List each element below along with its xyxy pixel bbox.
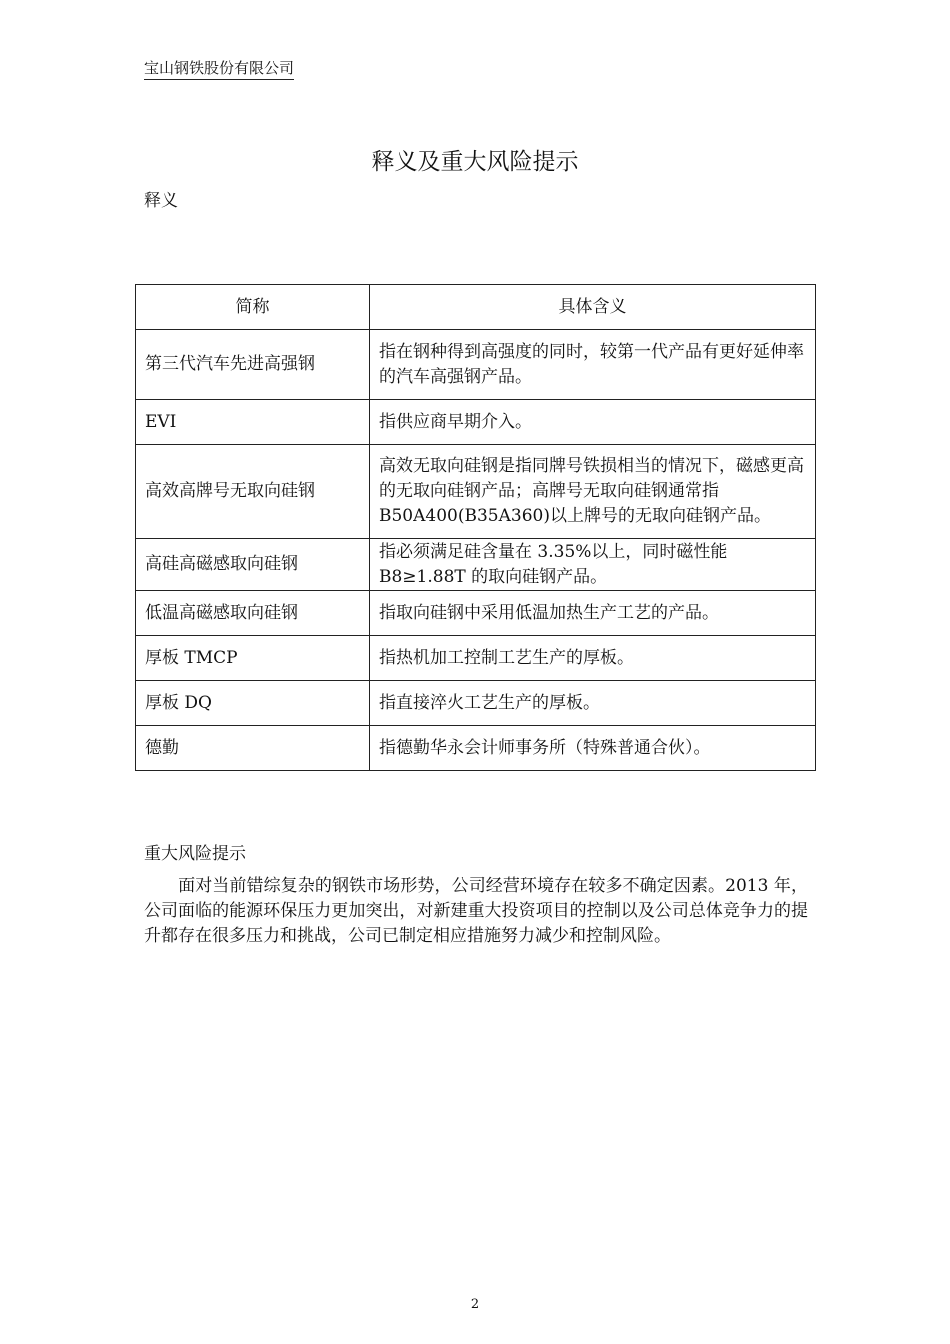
table-row [136, 400, 816, 445]
term-cell: 德勤 [136, 726, 370, 771]
table-row [136, 330, 816, 400]
risk-paragraph [144, 874, 808, 949]
page-number: 2 [470, 1297, 480, 1312]
meaning-cell: 指取向硅钢中采用低温加热生产工艺的产品。 [370, 591, 816, 636]
term-cell: 高效高牌号无取向硅钢 [136, 445, 370, 539]
table-row [136, 681, 816, 726]
meaning-cell: 指供应商早期介入。 [370, 400, 816, 445]
meaning-cell: 指直接淬火工艺生产的厚板。 [370, 681, 816, 726]
term-cell: 厚板 DQ [136, 681, 370, 726]
definitions-table [135, 284, 816, 771]
term-cell: 第三代汽车先进高强钢 [136, 330, 370, 400]
header-company-name: 宝山钢铁股份有限公司 [144, 58, 294, 80]
definitions-section-label: 释义 [144, 191, 178, 211]
column-header-meaning: 具体含义 [370, 285, 816, 330]
table-row [136, 445, 816, 539]
term-cell: 高硅高磁感取向硅钢 [136, 539, 370, 591]
table-row [136, 591, 816, 636]
table-header-row [136, 285, 816, 330]
table-row [136, 636, 816, 681]
risk-paragraph-text: 面对当前错综复杂的钢铁市场形势，公司经营环境存在较多不确定因素。2013 年，公司面临的能源环保压力更加突出，对新建重大投资项目的控制以及公司总体竞争力的提升都存在很多压力和挑战，公司已制定相应措施努力减少和控制风险。 [144, 876, 808, 946]
meaning-cell: 指热机加工控制工艺生产的厚板。 [370, 636, 816, 681]
meaning-cell: 指在钢种得到高强度的同时，较第一代产品有更好延伸率的汽车高强钢产品。 [370, 330, 816, 400]
meaning-cell: 指德勤华永会计师事务所（特殊普通合伙）。 [370, 726, 816, 771]
term-cell: EVI [136, 400, 370, 445]
term-cell: 厚板 TMCP [136, 636, 370, 681]
risk-section-label: 重大风险提示 [144, 844, 246, 864]
meaning-cell: 高效无取向硅钢是指同牌号铁损相当的情况下，磁感更高的无取向硅钢产品；高牌号无取向硅钢通常指 B50A400(B35A360)以上牌号的无取向硅钢产品。 [370, 445, 816, 539]
term-cell: 低温高磁感取向硅钢 [136, 591, 370, 636]
table-row [136, 726, 816, 771]
column-header-term: 简称 [136, 285, 370, 330]
page-title: 释义及重大风险提示 [371, 149, 579, 175]
meaning-cell: 指必须满足硅含量在 3.35%以上，同时磁性能 B8≥1.88T 的取向硅钢产品。 [370, 539, 816, 591]
table-row [136, 539, 816, 591]
